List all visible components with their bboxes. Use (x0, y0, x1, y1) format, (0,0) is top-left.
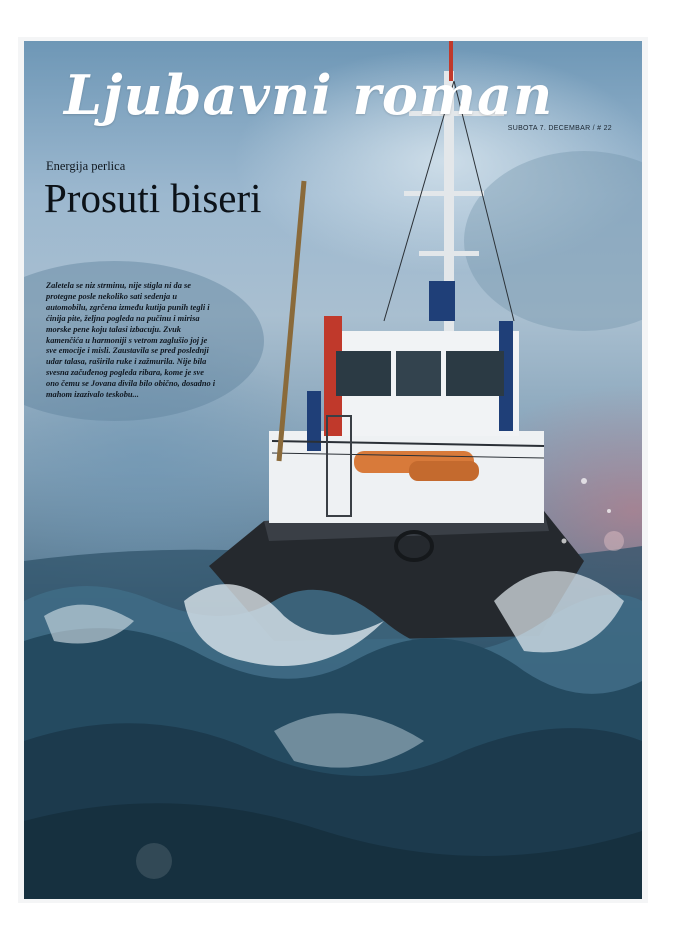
masthead-title: Ljubavni roman (64, 63, 554, 127)
issue-dateline: SUBOTA 7. DECEMBAR / # 22 (507, 125, 612, 132)
article-headline: Prosuti biseri (44, 175, 262, 221)
article-lede: Zaletela se niz strminu, nije stigla ni da se protegne posle nekoliko sati sedenja u automobilu, zgrčena između kutija punih tegli i ćinija pite, željna pogleda na pučinu i mirisa morske pene koju talasi izbacuju. Zvuk kamenčića u harmoniji s vetrom zaglušio joj je sve emocije i misli. Zaustavila se pred poslednji udar talasa, raširila ruke i zažmurila. Nije bila svesna začuđenog pogleda ribara, kome je sve ono čemu se Jovana divila bilo obično, dosadno i mahom izazivalo teskobu... (46, 281, 216, 400)
article-kicker: Energija perlica (46, 159, 126, 173)
magazine-page (18, 37, 648, 903)
cover-photo (24, 41, 642, 899)
